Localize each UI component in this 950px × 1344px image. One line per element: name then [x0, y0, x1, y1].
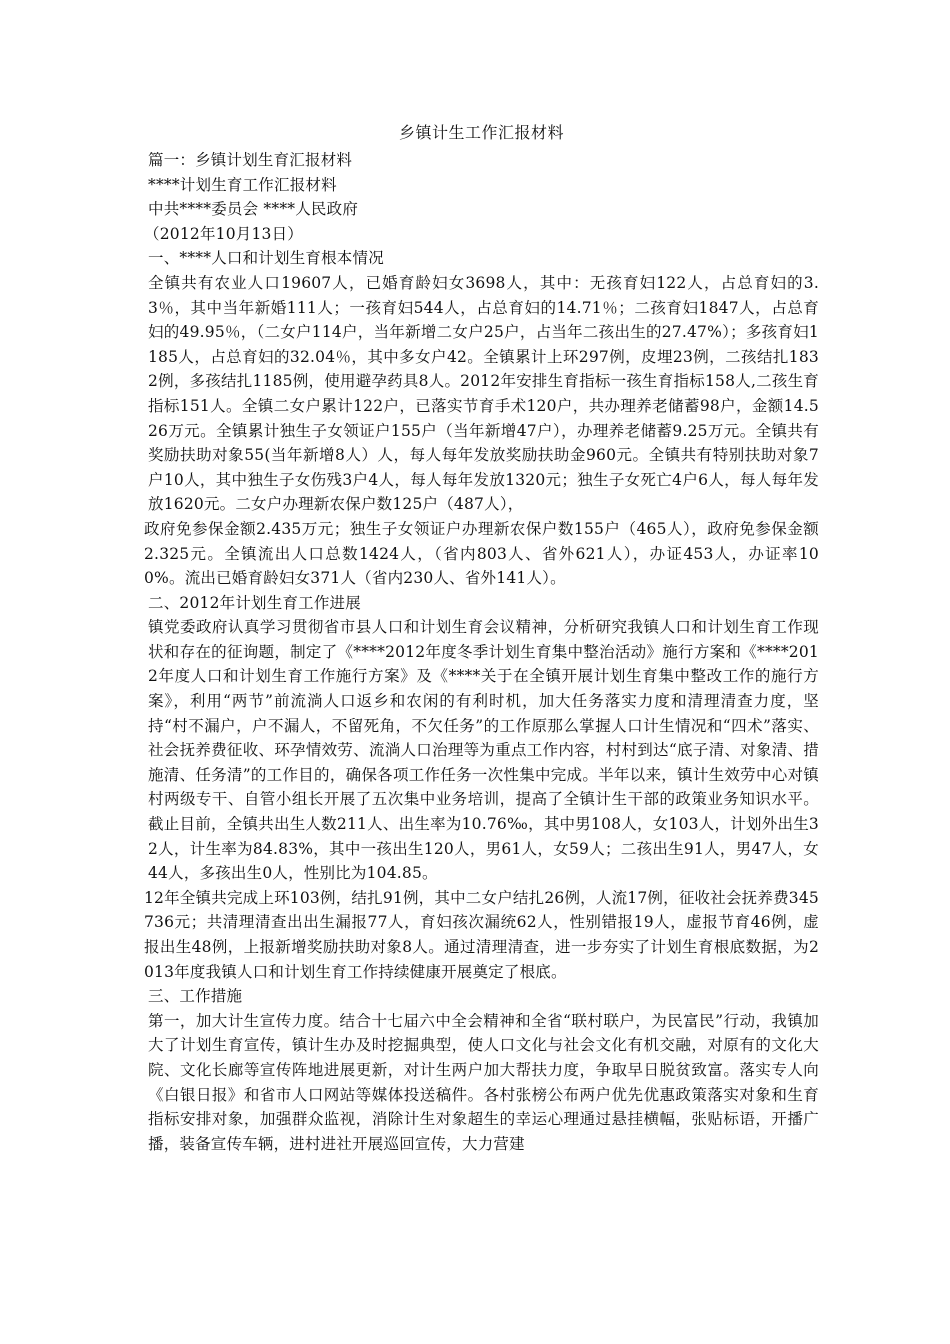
- section-heading: 三、工作措施: [148, 987, 243, 1006]
- document-page: [144, 120, 819, 1156]
- document-title: 乡镇计生工作汇报材料: [398, 123, 564, 142]
- date-line: （2012年10月13日）: [144, 224, 303, 243]
- subtitle-line: ****计划生育工作汇报材料: [148, 175, 337, 194]
- section-heading: 一、****人口和计划生育根本情况: [148, 249, 384, 268]
- body-paragraph: 镇党委政府认真学习贯彻省市县人口和计划生育会议精神，分析研究我镇人口和计划生育工作现状和存在的征询题，制定了《****2012年度冬季计划生育集中整治活动》施行方案和《****2012年度人口和计划生育工作施行方案》及《****关于在全镇开展计划生育集中整改工作的施行方案》，利用“两节”前流淌人口返乡和农闲的有利时机，加大任务落实力度和清理清查力度，坚持“村不漏户，户不漏人，不留死角，不欠任务”的工作原那么掌握人口计生情况和“四术”落实、社会抚养费征收、环孕情效劳、流淌人口治理等为重点工作内容，村村到达“底子清、对象清、措施清、任务清”的工作目的，确保各项工作任务一次性集中完成。半年以来，镇计生效劳中心对镇村两级专干、自管小组长开展了五次集中业务培训，提高了全镇计生干部的政策业务知识水平。截止目前，全镇共出生人数211人、出生率为10.76‰，其中男108人，女103人，计划外出生32人，计生率为84.83%，其中一孩出生120人，男61人，女59人；二孩出生91人，男47人，女44人，多孩出生0人，性别比为104.85。: [148, 618, 819, 883]
- body-paragraph: 12年全镇共完成上环103例，结扎91例，其中二女户结扎26例，人流17例，征收社会抚养费345736元；共清理清查出出生漏报77人，育妇孩次漏统62人，性别错报19人，虚报节育46例，虚报出生48例，上报新增奖励扶助对象8人。通过清理清查，进一步夯实了计划生育根底数据，为2013年度我镇人口和计划生育工作持续健康开展奠定了根底。: [144, 888, 819, 981]
- section-heading: 二、2012年计划生育工作进展: [148, 593, 361, 612]
- issuer-line: 中共****委员会 ****人民政府: [148, 200, 359, 219]
- body-paragraph: 政府免参保金额2.435万元；独生子女领证户办理新农保户数155户（465人），政府免参保金额2.325元。全镇流出人口总数1424人，（省内803人、省外621人），办证453人，办证率100%。流出已婚育龄妇女371人（省内230人、省外141人）。: [144, 519, 819, 588]
- body-paragraph: 第一，加大计生宣传力度。结合十七届六中全会精神和全省“联村联户，为民富民”行动，我镇加大了计划生育宣传，镇计生办及时挖掘典型，使人口文化与社会文化有机交融，对原有的文化大院、文化长廊等宣传阵地进展更新，对计生两户加大帮扶力度，争取早日脱贫致富。落实专人向《白银日报》和省市人口网站等媒体投送稿件。各村张榜公布两户优先优惠政策落实对象和生育指标安排对象，加强群众监视，消除计生对象超生的幸运心理通过悬挂横幅，张贴标语，开播广播，装备宣传车辆，进村进社开展巡回宣传，大力营建: [148, 1011, 819, 1153]
- body-paragraph: 全镇共有农业人口19607人，已婚育龄妇女3698人，其中：无孩育妇122人，占总育妇的3.3％，其中当年新婚111人；一孩育妇544人，占总育妇的14.71％；二孩育妇1847人，占总育妇的49.95％，（二女户114户，当年新增二女户25户，占当年二孩出生的27.47%）；多孩育妇1185人，占总育妇的32.04％，其中多女户42。全镇累计上环297例，皮埋23例，二孩结扎1832例，多孩结扎1185例，使用避孕药具8人。2012年安排生育指标一孩生育指标158人,二孩生育指标151人。全镇二女户累计122户，已落实节育手术120户，共办理养老储蓄98户，金额14.526万元。全镇累计独生子女领证户155户（当年新增47户），办理养老储蓄9.25万元。全镇共有奖励扶助对象55(当年新增8人）人，每人每年发放奖励扶助金960元。全镇共有特别扶助对象7户10人，其中独生子女伤残3户4人，每人每年发放1320元；独生子女死亡4户6人，每人每年发放1620元。二女户办理新农保户数125户（487人），: [148, 273, 819, 514]
- chapter-line: 篇一：乡镇计划生育汇报材料: [148, 151, 353, 169]
